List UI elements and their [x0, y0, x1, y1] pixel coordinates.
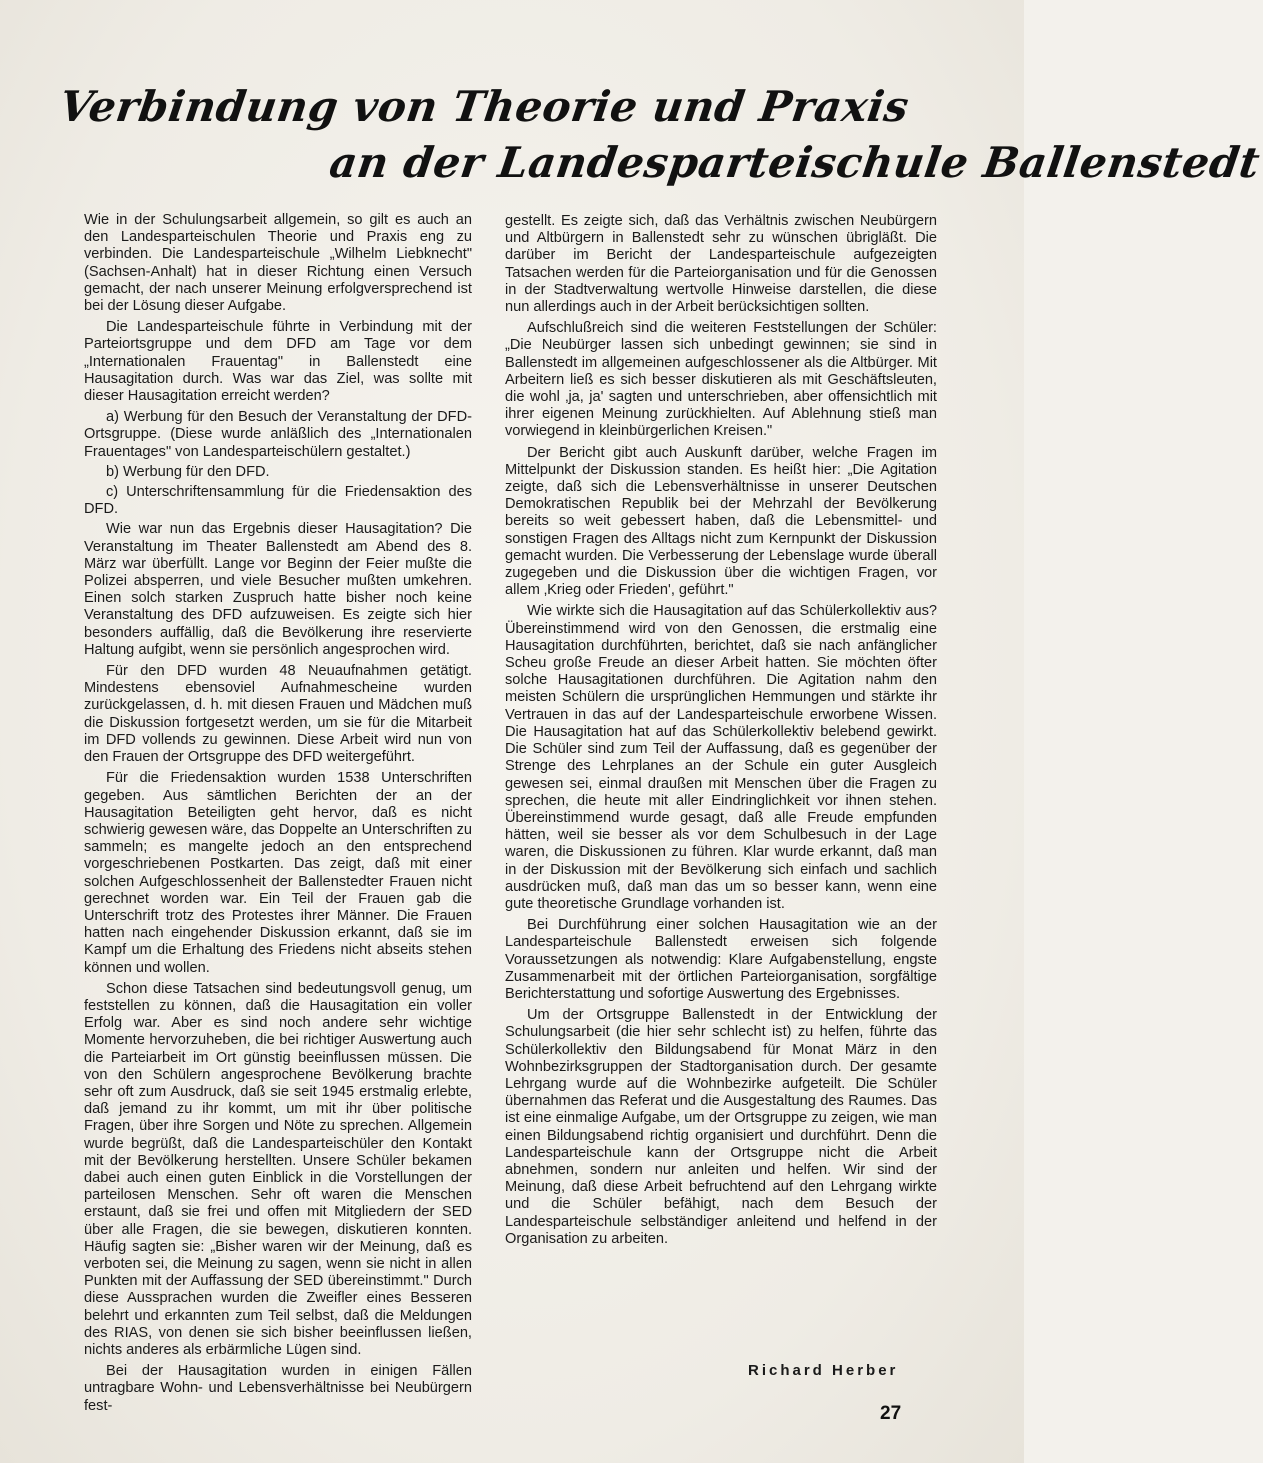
paragraph: Der Bericht gibt auch Auskunft darüber, welche Fragen im Mittelpunkt der Diskussion standen. Es heißt hier: „Die Agitation zeigte, daß sich die Lebensverhältnisse in unserer Deutschen Demokratischen Republik bei der Mehrzahl der Bevölkerung bereits so weit gebessert haben, daß die Lebensmittel- und sonstigen Fragen des Alltags nicht zum Kernpunkt der Diskussion gemacht wurden. Die Verbesserung der Lebenslage wurde überall zugegeben und die Diskussion über die wichtigen Fragen, vor allem ‚Krieg oder Frieden', geführt." — [505, 444, 937, 599]
paragraph: Aufschlußreich sind die weiteren Feststellungen der Schüler: „Die Neubürger lassen sich unbedingt gewinnen; sie sind in Ballenstedt im allgemeinen aufgeschlossener als die Altbürger. Mit Arbeitern ließ es sich besser diskutieren als mit Geschäftsleuten, die wohl ‚ja, ja' sagten und unterschrieben, aber offensichtlich mit ihrer eigenen Meinung zurückhielten. Auf Ablehnung stieß man vorwiegend in kleinbürgerlichen Kreisen." — [505, 320, 937, 440]
paragraph: Schon diese Tatsachen sind bedeutungsvoll genug, um feststellen zu können, daß die Hausagitation ein voller Erfolg war. Aber es sind noch andere sehr wichtige Momente hervorzuheben, die bei richtiger Auswertung auch die Parteiarbeit im Ort günstig beeinflussen müssen. Die von den Schülern angesprochene Bevölkerung brachte sehr oft zum Ausdruck, daß sie seit 1945 erstmalig erlebte, daß jemand zu ihr kommt, um mit ihr über politische Fragen, über ihre Sorgen und Nöte zu sprechen. Allgemein wurde begrüßt, daß die Landesparteischüler den Kontakt mit der Bevölkerung herstellten. Unsere Schüler bekamen dabei auch einen guten Einblick in die Vorstellungen der parteilosen Menschen. Sehr oft waren die Menschen erstaunt, daß sie frei und offen mit Mitgliedern der SED über alle Fragen, die sie bewegen, diskutieren konnten. Häufig sagten sie: „Bisher waren wir der Meinung, daß es verboten sei, die Meinung zu sagen, wenn sie nicht in allen Punkten mit der Auffassung der SED übereinstimmt." Durch diese Aussprachen wurden die Zweifler eines Besseren belehrt und erkannten zum Teil selbst, daß die Meldungen des RIAS, von denen sie sich bisher beeinflussen ließen, nichts anderes als erbärmliche Lügen sind. — [84, 980, 472, 1358]
paragraph: Wie war nun das Ergebnis dieser Hausagitation? Die Veranstaltung im Theater Ballenstedt am Abend des 8. März war überfüllt. Lange vor Beginn der Feier mußte die Polizei absperren, und viele Besucher mußten umkehren. Einen solch starken Zuspruch hatte bisher noch keine Veranstaltung des DFD aufzuweisen. Es zeigte sich hier besonders auffällig, daß die Bevölkerung ihre reservierte Haltung aufgibt, wenn sie persönlich angesprochen wird. — [84, 521, 472, 658]
paragraph: Wie wirkte sich die Hausagitation auf das Schülerkollektiv aus? Übereinstimmend wird von den Genossen, die erstmalig eine Hausagitation durchführten, berichtet, daß sie nach anfänglicher Scheu große Freude an dieser Arbeit hatten. Sie möchten öfter solche Hausagitationen durchführen. Die Agitation nahm den meisten Schülern die ursprünglichen Hemmungen und stärkte ihr Vertrauen in das auf der Landesparteischule erworbene Wissen. Die Hausagitation hat auf das Schülerkollektiv belebend gewirkt. Die Schüler sind zum Teil der Auffassung, daß es gegenüber der Strenge des Lehrplanes an der Schule ein guter Ausgleich gewesen sei, einmal draußen mit Menschen über die Fragen zu sprechen, die heute mit aller Eindringlichkeit vor ihnen stehen. Übereinstimmend wurde gesagt, daß alle Freude empfunden hätten, weil sie besser als vor dem Schulbesuch in der Lage waren, die Diskussionen zu führen. Klar wurde erkannt, daß man in der Diskussion mit der Bevölkerung sich einfach und sachlich ausdrücken muß, daß man das um so besser kann, wenn eine gute theoretische Grundlage vorhanden ist. — [505, 603, 937, 912]
list-item: c) Unterschriftensammlung für die Friedensaktion des DFD. — [84, 484, 472, 518]
right-column — [505, 213, 937, 1252]
paragraph: Bei Durchführung einer solchen Hausagitation wie an der Landesparteischule Ballenstedt erweisen sich folgende Voraussetzungen als notwendig: Klare Aufgabenstellung, engste Zusammenarbeit mit der örtlichen Parteiorganisation, sorgfältige Berichterstattung und sofortige Auswertung des Ergebnisses. — [505, 917, 937, 1002]
headline-line-2: an der Landesparteischule Ballenstedt — [326, 138, 1263, 187]
paragraph: Die Landesparteischule führte in Verbindung mit der Parteiortsgruppe und dem DFD am Tage vor dem „Internationalen Frauentag" in Ballenstedt eine Hausagitation durch. Was war das Ziel, was sollte mit dieser Hausagitation erreicht werden? — [84, 319, 472, 405]
paragraph: gestellt. Es zeigte sich, daß das Verhältnis zwischen Neubürgern und Altbürgern in Ballenstedt sehr zu wünschen übrigläßt. Die darüber im Bericht der Landesparteischule aufgezeigten Tatsachen werden für die Parteiorganisation und für die Genossen in der Stadtverwaltung wertvolle Hinweise darstellen, die diese nun allerdings auch in der Arbeit berücksichtigen sollten. — [505, 213, 937, 316]
list-item: b) Werbung für den DFD. — [106, 463, 270, 480]
headline-line-1: Verbindung von Theorie und Praxis — [56, 82, 912, 131]
left-column — [84, 212, 472, 1419]
paragraph: Für die Friedensaktion wurden 1538 Unterschriften gegeben. Aus sämtlichen Berichten der an der Hausagitation Beteiligten geht hervor, daß es nicht schwierig gewesen wäre, das Doppelte an Unterschriften zu sammeln; es mangelte jedoch an den entsprechend vorgeschriebenen Postkarten. Das zeigt, daß mit einer solchen Aufgeschlossenheit der Ballenstedter Frauen nicht gerechnet worden war. Ein Teil der Frauen gab die Unterschrift trotz des Protestes ihrer Männer. Die Frauen hatten nach eingehender Diskussion erkannt, daß sie im Kampf um die Erhaltung des Friedens nicht abseits stehen können und wollen. — [84, 770, 472, 976]
author-signature: Richard Herber — [748, 1362, 899, 1379]
page-number: 27 — [880, 1403, 902, 1424]
paragraph: Um der Ortsgruppe Ballenstedt in der Entwicklung der Schulungsarbeit (die hier sehr schlecht ist) zu helfen, führte das Schülerkollektiv den Bildungsabend für Monat März in den Wohnbezirksgruppen der Stadtorganisation durch. Der gesamte Lehrgang wurde auf die Wohnbezirke aufgeteilt. Die Schüler übernahmen das Referat und die Ausgestaltung des Raumes. Das ist eine einmalige Aufgabe, um der Ortsgruppe zu zeigen, wie man einen Bildungsabend richtig organisiert und durchführt. Denn die Landesparteischule kann der Ortsgruppe nicht die Arbeit abnehmen, sondern nur anleiten und helfen. Wir sind der Meinung, daß diese Arbeit befruchtend auf den Lehrgang wirkte und die Schüler befähigt, nach dem Besuch der Landesparteischule selbständiger anleitend und helfend in der Organisation zu arbeiten. — [505, 1007, 937, 1247]
paragraph: Für den DFD wurden 48 Neuaufnahmen getätigt. Mindestens ebensoviel Aufnahmescheine wurden zurückgelassen, d. h. mit diesen Frauen und Mädchen muß die Diskussion fortgesetzt werden, um sie für die Mitarbeit im DFD vollends zu gewinnen. Diese Arbeit wird nun von den Frauen der Ortsgruppe des DFD weitergeführt. — [84, 663, 472, 766]
list-item: a) Werbung für den Besuch der Veranstaltung der DFD-Ortsgruppe. (Diese wurde anläßlich des „Internationalen Frauentages" von Landesparteischülern gestaltet.) — [84, 409, 472, 460]
paragraph: Wie in der Schulungsarbeit allgemein, so gilt es auch an den Landesparteischulen Theorie und Praxis eng zu verbinden. Die Landesparteischule „Wilhelm Liebknecht" (Sachsen-Anhalt) hat in dieser Richtung einen Versuch gemacht, der nach unserer Meinung erfolgversprechend ist bei der Lösung dieser Aufgabe. — [84, 212, 472, 315]
paragraph: Bei der Hausagitation wurden in einigen Fällen untragbare Wohn- und Lebensverhältnisse bei Neubürgern fest- — [84, 1363, 472, 1414]
